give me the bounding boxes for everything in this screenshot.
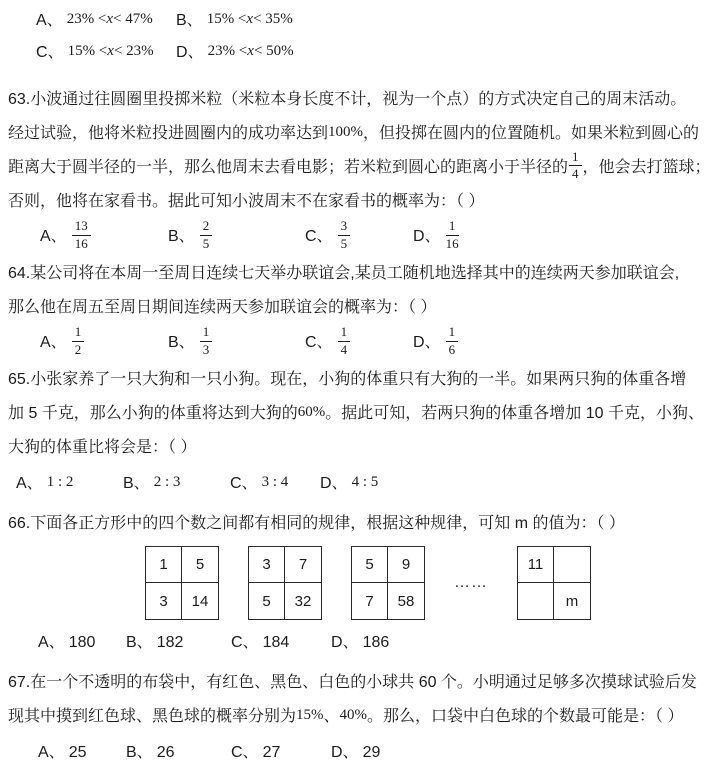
option-label: C、 — [230, 475, 258, 492]
ellipsis-dots: …… — [454, 574, 488, 591]
option-a — [40, 220, 168, 254]
option-label: A、 — [16, 475, 43, 492]
question-67 — [8, 666, 708, 770]
question-66-line-1 — [8, 507, 708, 541]
fraction-numerator: 1 — [338, 325, 351, 341]
option-label: A、 — [38, 634, 65, 651]
math-text: 1 : 2 — [46, 474, 74, 490]
text-run: 182 — [156, 634, 184, 651]
square-cell: 1 — [146, 547, 182, 583]
fraction — [199, 325, 214, 357]
fraction — [445, 325, 460, 357]
option-d — [331, 736, 380, 770]
option-label: C、 — [305, 334, 333, 351]
question-63-line-4 — [8, 185, 708, 219]
option-a — [38, 736, 126, 770]
square-cell: 7 — [285, 547, 321, 583]
option-c — [231, 736, 331, 770]
fraction-denominator: 4 — [572, 166, 579, 182]
text-run: ，但投掷在圆内的位置随机。如果米粒到圆心的 — [363, 125, 700, 142]
option-label: D、 — [320, 475, 348, 492]
option-b — [176, 5, 293, 37]
fraction-denominator: 5 — [340, 235, 348, 251]
question-67-line-2 — [8, 700, 708, 734]
square-cell: 3 — [249, 547, 285, 583]
fraction-numerator: 13 — [72, 219, 91, 235]
option-a — [38, 626, 126, 660]
question-64-options — [8, 326, 708, 360]
option-label: B、 — [123, 475, 150, 492]
square-cell: 9 — [388, 547, 424, 583]
question-62-options — [8, 5, 708, 69]
math-text: < 35% — [253, 11, 293, 27]
fraction — [445, 219, 460, 251]
option-d — [413, 220, 460, 254]
number-square-5 — [517, 546, 591, 620]
option-a — [36, 5, 176, 37]
number-square-1 — [145, 546, 219, 620]
fraction-denominator: 16 — [74, 235, 88, 251]
math-text: < 23% — [113, 43, 154, 59]
square-cell: 11 — [518, 547, 554, 583]
text-run: 加 5 千克，那么小狗的体重将达到大狗的 — [8, 405, 298, 422]
math-text: 60% — [297, 404, 326, 420]
square-cell: 5 — [352, 547, 388, 583]
fraction-numerator: 1 — [446, 325, 459, 341]
option-c — [230, 467, 320, 501]
text-run: 65.小张家养了一只大狗和一只小狗。现在，小狗的体重只有大狗的一半。如果两只狗的体重各增 — [8, 371, 687, 388]
question-66-options — [8, 626, 708, 660]
text-run: 63.小波通过往圆圈里投掷米粒（米粒本身长度不计，视为一个点）的方式决定自己的周末活动。 — [8, 91, 687, 108]
square-cell: 58 — [397, 592, 415, 610]
option-label: D、 — [331, 744, 359, 761]
fraction — [71, 325, 86, 357]
question-63 — [8, 83, 711, 254]
text-run: 26 — [156, 744, 175, 761]
text-run: 184 — [262, 634, 290, 651]
fraction-denominator: 2 — [74, 341, 82, 357]
question-63-options — [8, 220, 708, 254]
option-d — [413, 326, 459, 360]
option-label: D、 — [331, 634, 359, 651]
fraction-numerator: 2 — [200, 219, 213, 235]
option-b — [168, 326, 305, 360]
fraction-numerator: 1 — [72, 325, 85, 341]
square-cell — [554, 547, 590, 583]
question-64 — [8, 257, 708, 360]
text-run: 29 — [362, 744, 381, 761]
option-c — [231, 626, 331, 660]
math-text: 23% < — [66, 11, 107, 27]
option-label: B、 — [126, 744, 153, 761]
options-row-ab — [8, 5, 708, 37]
question-65-line-1 — [8, 363, 708, 397]
text-run: 66.下面各正方形中的四个数之间都有相同的规律，根据这种规律，可知 m 的值为：（ ） — [8, 515, 625, 532]
text-run: 。据此可知，若两只狗的体重各增加 10 千克，小狗、 — [325, 405, 704, 422]
square-cell: 7 — [352, 583, 388, 619]
text-run: ，他会去打篮球； — [582, 159, 711, 176]
text-run: 现其中摸到红色球、黑色球的概率分别为 — [8, 708, 297, 725]
text-run: 25 — [68, 744, 87, 761]
fraction — [337, 325, 352, 357]
question-66-figure — [145, 546, 708, 620]
math-variable: x — [246, 11, 254, 27]
option-label: D、 — [413, 334, 441, 351]
option-a — [40, 326, 168, 360]
math-text: 15% < — [206, 11, 247, 27]
math-text: 2 : 3 — [153, 474, 181, 490]
options-row-cd — [8, 37, 708, 69]
fraction-denominator: 16 — [445, 235, 459, 251]
question-64-line-2 — [8, 291, 708, 325]
math-variable: x — [106, 11, 114, 27]
text-run: 、 — [323, 708, 340, 725]
text-run: 。那么，口袋中白色球的个数最可能是：（ ） — [367, 708, 684, 725]
option-label: A、 — [40, 228, 67, 245]
fraction-denominator: 6 — [448, 341, 456, 357]
text-run: 67.在一个不透明的布袋中，有红色、黑色、白色的小球共 60 个。小明通过足够多次摸球试验后发 — [8, 674, 697, 691]
math-text: 15% < — [67, 43, 108, 59]
math-text: < 50% — [253, 43, 294, 59]
option-c — [305, 220, 413, 254]
fraction-denominator: 3 — [202, 341, 210, 357]
text-run: 27 — [262, 744, 281, 761]
text-run: 那么他在周五至周日期间连续两天参加联谊会的概率为：（ ） — [8, 299, 437, 316]
question-66 — [8, 507, 708, 660]
text-run: 否则，他将在家看书。据此可知小波周末不在家看书的概率为：（ ） — [8, 193, 485, 210]
square-cell: m — [565, 592, 579, 610]
option-label: A、 — [38, 744, 65, 761]
option-a — [16, 467, 123, 501]
option-d — [331, 626, 389, 660]
math-variable: x — [247, 43, 254, 59]
option-label: A、 — [36, 12, 63, 29]
option-label: B、 — [168, 228, 195, 245]
option-label: C、 — [231, 634, 259, 651]
question-63-line-1 — [8, 83, 708, 117]
option-label: D、 — [176, 44, 204, 61]
option-label: C、 — [231, 744, 259, 761]
text-run: 180 — [68, 634, 96, 651]
question-65-options — [8, 467, 708, 501]
square-cell: 3 — [146, 583, 182, 619]
option-label: D、 — [413, 228, 441, 245]
fraction — [568, 150, 583, 182]
question-65-line-3 — [8, 431, 708, 465]
fraction-numerator: 1 — [569, 150, 582, 166]
question-63-line-3 — [8, 148, 711, 185]
text-run: 64.某公司将在本周一至周日连续七天举办联谊会,某员工随机地选择其中的连续两天参加联谊会, — [8, 265, 680, 282]
option-label: C、 — [36, 44, 64, 61]
question-65-line-2 — [8, 397, 708, 431]
question-63-line-2 — [8, 117, 708, 151]
math-text: 15% — [296, 707, 324, 723]
option-d — [320, 467, 378, 501]
text-run: 距离大于圆半径的一半，那么他周末去看电影；若米粒到圆心的距离小于半径的 — [8, 159, 569, 176]
square-cell: 5 — [249, 583, 285, 619]
square-cell — [518, 583, 554, 619]
option-label: A、 — [40, 334, 67, 351]
math-text: 40% — [339, 707, 368, 723]
math-variable: x — [107, 43, 114, 59]
question-67-line-1 — [8, 666, 708, 700]
square-cell: 32 — [294, 592, 312, 610]
text-run: 186 — [362, 634, 390, 651]
option-b — [126, 736, 231, 770]
fraction-denominator: 5 — [202, 235, 210, 251]
option-label: C、 — [305, 228, 333, 245]
square-cell: 14 — [191, 592, 209, 610]
square-cell: 5 — [182, 547, 218, 583]
number-square-3 — [351, 546, 425, 620]
option-b — [126, 626, 231, 660]
option-d — [176, 37, 294, 69]
option-label: B、 — [176, 12, 203, 29]
option-c — [305, 326, 413, 360]
number-square-2 — [248, 546, 322, 620]
option-label: B、 — [168, 334, 195, 351]
math-text: 100% — [328, 124, 364, 140]
fraction-numerator: 3 — [338, 219, 351, 235]
math-text: < 47% — [113, 11, 153, 27]
option-b — [123, 467, 230, 501]
math-text: 3 : 4 — [261, 474, 289, 490]
question-65 — [8, 363, 708, 501]
fraction-numerator: 1 — [200, 325, 213, 341]
fraction-denominator: 4 — [340, 341, 348, 357]
option-label: B、 — [126, 634, 153, 651]
math-text: 23% < — [207, 43, 248, 59]
fraction — [71, 219, 92, 251]
fraction-numerator: 1 — [446, 219, 459, 235]
text-run: 经过试验，他将米粒投进圆圈内的成功率达到 — [8, 125, 329, 142]
text-run: 大狗的体重比将会是：（ ） — [8, 439, 197, 456]
fraction — [199, 219, 214, 251]
option-c — [36, 37, 176, 69]
fraction — [337, 219, 352, 251]
option-b — [168, 220, 305, 254]
question-67-options — [8, 736, 708, 770]
math-text: 4 : 5 — [351, 474, 379, 490]
question-64-line-1 — [8, 257, 708, 291]
